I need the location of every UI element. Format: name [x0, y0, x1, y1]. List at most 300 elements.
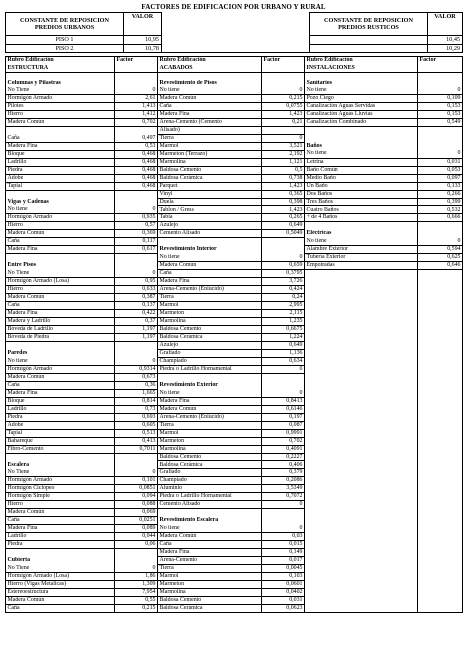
finishes-item-factor: 0,03 — [262, 533, 305, 541]
structure-item-label: Piedra — [6, 413, 115, 421]
installations-item-factor — [418, 80, 463, 87]
finishes-item-label: Cemento Alisado — [158, 230, 262, 238]
installations-section-title: Eléctricas — [305, 230, 418, 238]
finishes-item-label: Caña — [158, 270, 262, 278]
table-row — [6, 341, 463, 349]
structure-item-factor: 2,61 — [115, 94, 158, 102]
structure-item-label: Madera Fina — [6, 142, 115, 150]
structure-item-label: Caña — [6, 302, 115, 310]
table-row — [6, 80, 463, 87]
finishes-item-label: Marmol — [158, 302, 262, 310]
finishes-item-label: Baldosa Cemento — [158, 326, 262, 334]
installations-item-factor: 0,266 — [418, 190, 463, 198]
finishes-section-title: Revestimiento Interior — [158, 246, 262, 254]
document-title: FACTORES DE EDIFICACION POR URBANO Y RURAL — [141, 3, 326, 11]
table-row — [6, 198, 463, 206]
table-row — [6, 461, 463, 469]
installations-item-factor — [418, 373, 463, 381]
finishes-item-label: Arena-Cemento — [158, 557, 262, 565]
finishes-item-label: Madera Común — [158, 94, 262, 102]
installations-item-label: Canalización Aguas Lluvias — [305, 110, 418, 118]
rural-floor-value: 10,45 — [428, 36, 463, 45]
finishes-item-label: Parquet — [158, 182, 262, 190]
finishes-item-factor: 0 — [262, 254, 305, 262]
installations-item-factor: 0,153 — [418, 110, 463, 118]
finishes-item-factor — [262, 509, 305, 517]
structure-item-label: No Tiene — [6, 469, 115, 477]
finishes-item-label: Madera Común — [158, 262, 262, 270]
installations-item-factor — [418, 517, 463, 525]
finishes-item-factor: 0,3795 — [262, 270, 305, 278]
installations-item-factor — [418, 389, 463, 397]
structure-item-label — [6, 126, 115, 134]
structure-item-label: Fibro-Cemento — [6, 445, 115, 453]
installations-item-factor: 0 — [418, 238, 463, 246]
finishes-item-factor — [262, 246, 305, 254]
structure-item-label: No Tiene — [6, 87, 115, 94]
factors-header-row — [6, 57, 463, 73]
structure-item-label: Tapial — [6, 429, 115, 437]
installations-item-factor — [418, 421, 463, 429]
table-row — [6, 421, 463, 429]
structure-item-factor: 0,468 — [115, 150, 158, 158]
rural-constant-header: CONSTANTE DE REPOSICION PREDIOS RUSTICOS — [310, 13, 428, 36]
finishes-item-label — [158, 73, 262, 80]
structure-item-label: No Tiene — [6, 565, 115, 573]
installations-item-label: Dos Baños — [305, 190, 418, 198]
installations-item-label — [305, 357, 418, 365]
structure-item-factor: 1,413 — [115, 102, 158, 110]
installations-item-factor — [418, 326, 463, 334]
installations-item-factor — [418, 437, 463, 445]
finishes-item-factor: 0,21 — [262, 118, 305, 126]
structure-section-title: Escalera — [6, 461, 115, 469]
structure-item-label: Hormigón Armado — [6, 94, 115, 102]
finishes-item-label: Madera Común — [158, 405, 262, 413]
structure-item-label: Madera Fina — [6, 389, 115, 397]
installations-item-label: Baño Común — [305, 166, 418, 174]
installations-item-factor — [418, 485, 463, 493]
table-row — [6, 405, 463, 413]
installations-item-label — [305, 126, 418, 134]
urban-floor-value: 10,78 — [124, 44, 162, 53]
installations-item-label — [305, 445, 418, 453]
finishes-section-title: Revestimiento Escalera — [158, 517, 262, 525]
table-row — [6, 278, 463, 286]
finishes-item-label: Marmol — [158, 429, 262, 437]
installations-item-label — [305, 517, 418, 525]
installations-item-label — [305, 461, 418, 469]
table-row — [6, 102, 463, 110]
installations-item-label: Canalización Combinado — [305, 118, 418, 126]
structure-item-factor — [115, 557, 158, 565]
structure-item-label: No Tiene — [6, 270, 115, 278]
structure-item-label: Caña — [6, 381, 115, 389]
table-row — [6, 445, 463, 453]
installations-item-label — [305, 604, 418, 612]
structure-item-label: Piedra — [6, 166, 115, 174]
installations-item-factor — [418, 126, 463, 134]
structure-item-label: Caña — [6, 604, 115, 612]
installations-item-factor — [418, 477, 463, 485]
installations-item-factor — [418, 573, 463, 581]
installations-item-factor — [418, 302, 463, 310]
installations-item-factor — [418, 581, 463, 589]
finishes-item-factor: 0,702 — [262, 437, 305, 445]
structure-item-label: No tiene — [6, 357, 115, 365]
finishes-item-label: Baldosa Cemento — [158, 596, 262, 604]
table-row — [6, 596, 463, 604]
table-row — [6, 413, 463, 421]
table-row — [6, 581, 463, 589]
structure-item-label: Madera y Ladrillo — [6, 318, 115, 326]
table-row — [6, 389, 463, 397]
installations-item-label — [305, 596, 418, 604]
structure-item-factor: 1,665 — [115, 389, 158, 397]
structure-item-label: Ladrillo — [6, 158, 115, 166]
installations-item-label — [305, 294, 418, 302]
rural-value-header: VALOR — [428, 13, 463, 36]
table-gap — [162, 44, 310, 53]
structure-item-label — [6, 254, 115, 262]
table-row — [6, 190, 463, 198]
installations-item-factor: 0,666 — [418, 214, 463, 222]
finishes-item-factor: 0,634 — [262, 357, 305, 365]
table-row — [6, 318, 463, 326]
structure-item-factor: 0 — [115, 357, 158, 365]
installations-item-label: Medio Baño — [305, 174, 418, 182]
finishes-item-label: Caña — [158, 541, 262, 549]
installations-header: Rubro Edificación INSTALACIONES — [305, 57, 418, 73]
finishes-item-factor: 0,649 — [262, 341, 305, 349]
finishes-item-factor: 0,017 — [262, 557, 305, 565]
structure-item-factor: 1,412 — [115, 110, 158, 118]
table-row — [6, 557, 463, 565]
finishes-factor-header: Factor — [262, 57, 305, 73]
structure-item-factor: 0,468 — [115, 158, 158, 166]
finishes-item-label: Tierra — [158, 565, 262, 573]
installations-item-label — [305, 413, 418, 421]
installations-item-label: Un Baño — [305, 182, 418, 190]
installations-section-title: Sanitarios — [305, 80, 418, 87]
structure-item-label: Madera Fina — [6, 310, 115, 318]
installations-item-factor — [418, 588, 463, 596]
finishes-item-factor: 0,649 — [262, 222, 305, 230]
structure-item-factor: 1,197 — [115, 333, 158, 341]
table-row — [6, 206, 463, 214]
structure-item-factor: 0,0251 — [115, 517, 158, 525]
finishes-item-label: No tiene — [158, 525, 262, 533]
finishes-header: Rubro Edificación ACABADOS — [158, 57, 262, 73]
finishes-item-factor: 0,015 — [262, 541, 305, 549]
installations-item-label — [305, 405, 418, 413]
installations-item-label: No tiene — [305, 150, 418, 158]
table-row — [6, 286, 463, 294]
structure-item-label: Estereoestructura — [6, 588, 115, 596]
installations-item-factor — [418, 357, 463, 365]
structure-item-factor: 0,468 — [115, 166, 158, 174]
installations-item-label — [305, 318, 418, 326]
installations-item-label: Cuatro Baños — [305, 206, 418, 214]
urban-floor-label: PISO 2 — [6, 44, 124, 53]
table-row — [6, 333, 463, 341]
rural-floor-label — [310, 44, 428, 53]
structure-item-factor: 0,935 — [115, 214, 158, 222]
finishes-item-factor: 0 — [262, 501, 305, 509]
installations-item-label — [305, 349, 418, 357]
finishes-item-factor: 0,659 — [262, 262, 305, 270]
structure-item-label: Caña — [6, 238, 115, 246]
installations-item-label — [305, 509, 418, 517]
finishes-item-factor: 0,379 — [262, 469, 305, 477]
table-row — [6, 110, 463, 118]
installations-item-factor: 0,549 — [418, 118, 463, 126]
structure-item-factor: 0,06 — [115, 541, 158, 549]
building-factors-table — [5, 56, 463, 613]
finishes-item-label: Arena-Cemento (Enlucido) — [158, 286, 262, 294]
structure-item-label: Caña — [6, 517, 115, 525]
structure-item-factor — [115, 549, 158, 557]
finishes-item-factor — [262, 381, 305, 389]
finishes-item-factor: 0,265 — [262, 214, 305, 222]
installations-item-factor: 0 — [418, 150, 463, 158]
installations-item-label: Canalización Aguas Servidas — [305, 102, 418, 110]
finishes-item-factor: 0,6675 — [262, 326, 305, 334]
structure-item-factor — [115, 349, 158, 357]
finishes-item-factor: 0,6146 — [262, 405, 305, 413]
finishes-item-label: Marmolina — [158, 445, 262, 453]
installations-item-label — [305, 453, 418, 461]
table-row — [6, 588, 463, 596]
structure-item-factor: 0 — [115, 469, 158, 477]
table-row — [6, 94, 463, 102]
table-row — [6, 573, 463, 581]
structure-item-factor: 0,088 — [115, 501, 158, 509]
finishes-item-label: Madera Fina — [158, 278, 262, 286]
finishes-item-factor: 0,0601 — [262, 581, 305, 589]
installations-item-label — [305, 302, 418, 310]
structure-item-label: Madera Común — [6, 373, 115, 381]
structure-section-title: Paredes — [6, 349, 115, 357]
installations-item-label — [305, 581, 418, 589]
installations-item-label — [305, 573, 418, 581]
installations-item-label — [305, 557, 418, 565]
installations-item-factor: 0,399 — [418, 198, 463, 206]
table-row — [6, 126, 463, 134]
installations-item-label — [305, 493, 418, 501]
table-row — [6, 381, 463, 389]
installations-item-label — [305, 310, 418, 318]
structure-item-label: Hormigón Armado — [6, 477, 115, 485]
finishes-item-label: Baldosa Cemento — [158, 166, 262, 174]
structure-item-factor: 0,37 — [115, 318, 158, 326]
table-row — [6, 73, 463, 80]
finishes-item-label: Madera Fina — [158, 549, 262, 557]
structure-item-factor: 0,044 — [115, 533, 158, 541]
structure-item-label: No tiene — [6, 206, 115, 214]
urban-constant-header: CONSTANTE DE REPOSICION PREDIOS URBANOS — [6, 13, 124, 36]
installations-item-factor — [418, 142, 463, 150]
installations-item-label — [305, 381, 418, 389]
finishes-item-factor: 0,5 — [262, 166, 305, 174]
installations-item-factor — [418, 333, 463, 341]
installations-item-factor — [418, 533, 463, 541]
finishes-item-label — [158, 373, 262, 381]
finishes-item-factor — [262, 80, 305, 87]
structure-item-label: Piedra — [6, 541, 115, 549]
installations-item-label: Empotradas — [305, 262, 418, 270]
installations-item-label — [305, 533, 418, 541]
structure-item-label: Adobe — [6, 174, 115, 182]
installations-item-factor — [418, 429, 463, 437]
finishes-item-label: Marmol — [158, 573, 262, 581]
structure-item-factor: 0,094 — [115, 493, 158, 501]
installations-item-label — [305, 565, 418, 573]
finishes-item-factor: 1,423 — [262, 110, 305, 118]
table-row — [6, 166, 463, 174]
table-gap — [162, 13, 310, 36]
table-row — [6, 254, 463, 262]
structure-item-factor: 0,633 — [115, 286, 158, 294]
installations-item-factor — [418, 493, 463, 501]
finishes-item-factor: 0,197 — [262, 413, 305, 421]
installations-item-factor: 0,153 — [418, 102, 463, 110]
structure-item-factor: 0,73 — [115, 405, 158, 413]
installations-item-factor: 0,532 — [418, 206, 463, 214]
table-row — [6, 182, 463, 190]
structure-item-label: Madera Común — [6, 230, 115, 238]
table-row — [6, 453, 463, 461]
finishes-item-factor: 0,103 — [262, 573, 305, 581]
finishes-item-label: Arena-Cemento (Cemento — [158, 118, 262, 126]
installations-item-label — [305, 421, 418, 429]
installations-item-label — [305, 222, 418, 230]
installations-item-label: Tubería Exterior — [305, 254, 418, 262]
structure-item-factor: 0,95 — [115, 278, 158, 286]
finishes-item-label: Grafiado — [158, 349, 262, 357]
finishes-item-label: Duela — [158, 198, 262, 206]
structure-item-label: Hormigón Armado (Losa) — [6, 278, 115, 286]
structure-item-label: Hierro (Vigas Metalicas) — [6, 581, 115, 589]
finishes-item-label: Madera Común — [158, 533, 262, 541]
finishes-item-factor: 0,738 — [262, 174, 305, 182]
finishes-item-factor: 0,031 — [262, 596, 305, 604]
structure-item-factor: 0,413 — [115, 437, 158, 445]
structure-item-label: Madera Común — [6, 294, 115, 302]
structure-section-title: Cubierta — [6, 557, 115, 565]
structure-item-label: Hormigón Armado — [6, 365, 115, 373]
structure-item-factor: 0,0851 — [115, 485, 158, 493]
table-row — [6, 174, 463, 182]
structure-item-label: Madera Común — [6, 509, 115, 517]
table-row — [6, 533, 463, 541]
installations-item-factor — [418, 501, 463, 509]
structure-item-factor: 0,57 — [115, 222, 158, 230]
finishes-item-label: Piedra o Ladrillo Hornamental — [158, 365, 262, 373]
table-row — [6, 326, 463, 334]
table-row — [6, 501, 463, 509]
finishes-item-factor: 0,2227 — [262, 453, 305, 461]
structure-item-factor: 0,814 — [115, 397, 158, 405]
installations-item-factor: 0,053 — [418, 166, 463, 174]
structure-item-factor: 1,309 — [115, 581, 158, 589]
table-row — [6, 262, 463, 270]
structure-item-factor — [115, 341, 158, 349]
structure-item-factor: 0,55 — [115, 596, 158, 604]
structure-item-factor — [115, 80, 158, 87]
installations-item-factor — [418, 349, 463, 357]
installations-item-label: + de 4 Baños — [305, 214, 418, 222]
finishes-item-label: No tiene — [158, 389, 262, 397]
installations-item-label: Alambre Exterior — [305, 246, 418, 254]
finishes-item-factor — [262, 126, 305, 134]
structure-item-factor: 7,954 — [115, 588, 158, 596]
finishes-item-label: Aluminio — [158, 485, 262, 493]
structure-section-title: Columnas y Pilastras — [6, 80, 115, 87]
finishes-item-factor: 0,0402 — [262, 588, 305, 596]
structure-item-factor: 0,117 — [115, 238, 158, 246]
finishes-section-title: Revestimiento de Pisos — [158, 80, 262, 87]
finishes-item-factor: 0,7072 — [262, 493, 305, 501]
finishes-item-factor: 0,4091 — [262, 445, 305, 453]
urban-floor-label: PISO 1 — [6, 36, 124, 45]
installations-item-factor — [418, 405, 463, 413]
installations-item-factor: 0,109 — [418, 94, 463, 102]
installations-item-factor — [418, 413, 463, 421]
installations-item-label — [305, 469, 418, 477]
structure-item-label: Madera Común — [6, 118, 115, 126]
finishes-item-factor: 1,423 — [262, 182, 305, 190]
finishes-item-label: Marmolina — [158, 588, 262, 596]
table-row — [6, 270, 463, 278]
structure-item-factor: 0,137 — [115, 302, 158, 310]
installations-item-factor — [418, 453, 463, 461]
table-gap — [162, 36, 310, 45]
installations-item-factor — [418, 381, 463, 389]
structure-item-label: Bloque — [6, 150, 115, 158]
structure-item-factor: 0,468 — [115, 182, 158, 190]
finishes-item-factor — [262, 238, 305, 246]
finishes-item-factor: 0,0045 — [262, 565, 305, 573]
finishes-item-label: Baldosa Cemento — [158, 453, 262, 461]
finishes-item-factor: 0 — [262, 134, 305, 142]
structure-item-factor: 0,513 — [115, 429, 158, 437]
table-row — [6, 365, 463, 373]
finishes-item-factor: 3,5349 — [262, 485, 305, 493]
table-row — [6, 349, 463, 357]
finishes-item-factor: 1,224 — [262, 333, 305, 341]
installations-item-factor: 0,133 — [418, 182, 463, 190]
installations-item-factor — [418, 469, 463, 477]
installations-item-factor — [418, 445, 463, 453]
structure-item-factor: 0,7011 — [115, 445, 158, 453]
structure-item-label: Hormigón Armado — [6, 214, 115, 222]
finishes-item-factor: 0,398 — [262, 198, 305, 206]
installations-item-label — [305, 525, 418, 533]
finishes-item-factor: 0,215 — [262, 94, 305, 102]
installations-item-factor — [418, 230, 463, 238]
structure-item-label: Hormigón Armado (Losa) — [6, 573, 115, 581]
installations-item-label: No tiene — [305, 238, 418, 246]
finishes-item-label: Tabla — [158, 214, 262, 222]
finishes-item-factor: 0,2086 — [262, 477, 305, 485]
finishes-item-label: Tablon / Gress — [158, 206, 262, 214]
reposition-header-row — [6, 13, 463, 36]
table-row — [6, 429, 463, 437]
structure-item-label: Hierro — [6, 222, 115, 230]
finishes-item-factor: 3,726 — [262, 278, 305, 286]
structure-section-title: Entre Pisos — [6, 262, 115, 270]
